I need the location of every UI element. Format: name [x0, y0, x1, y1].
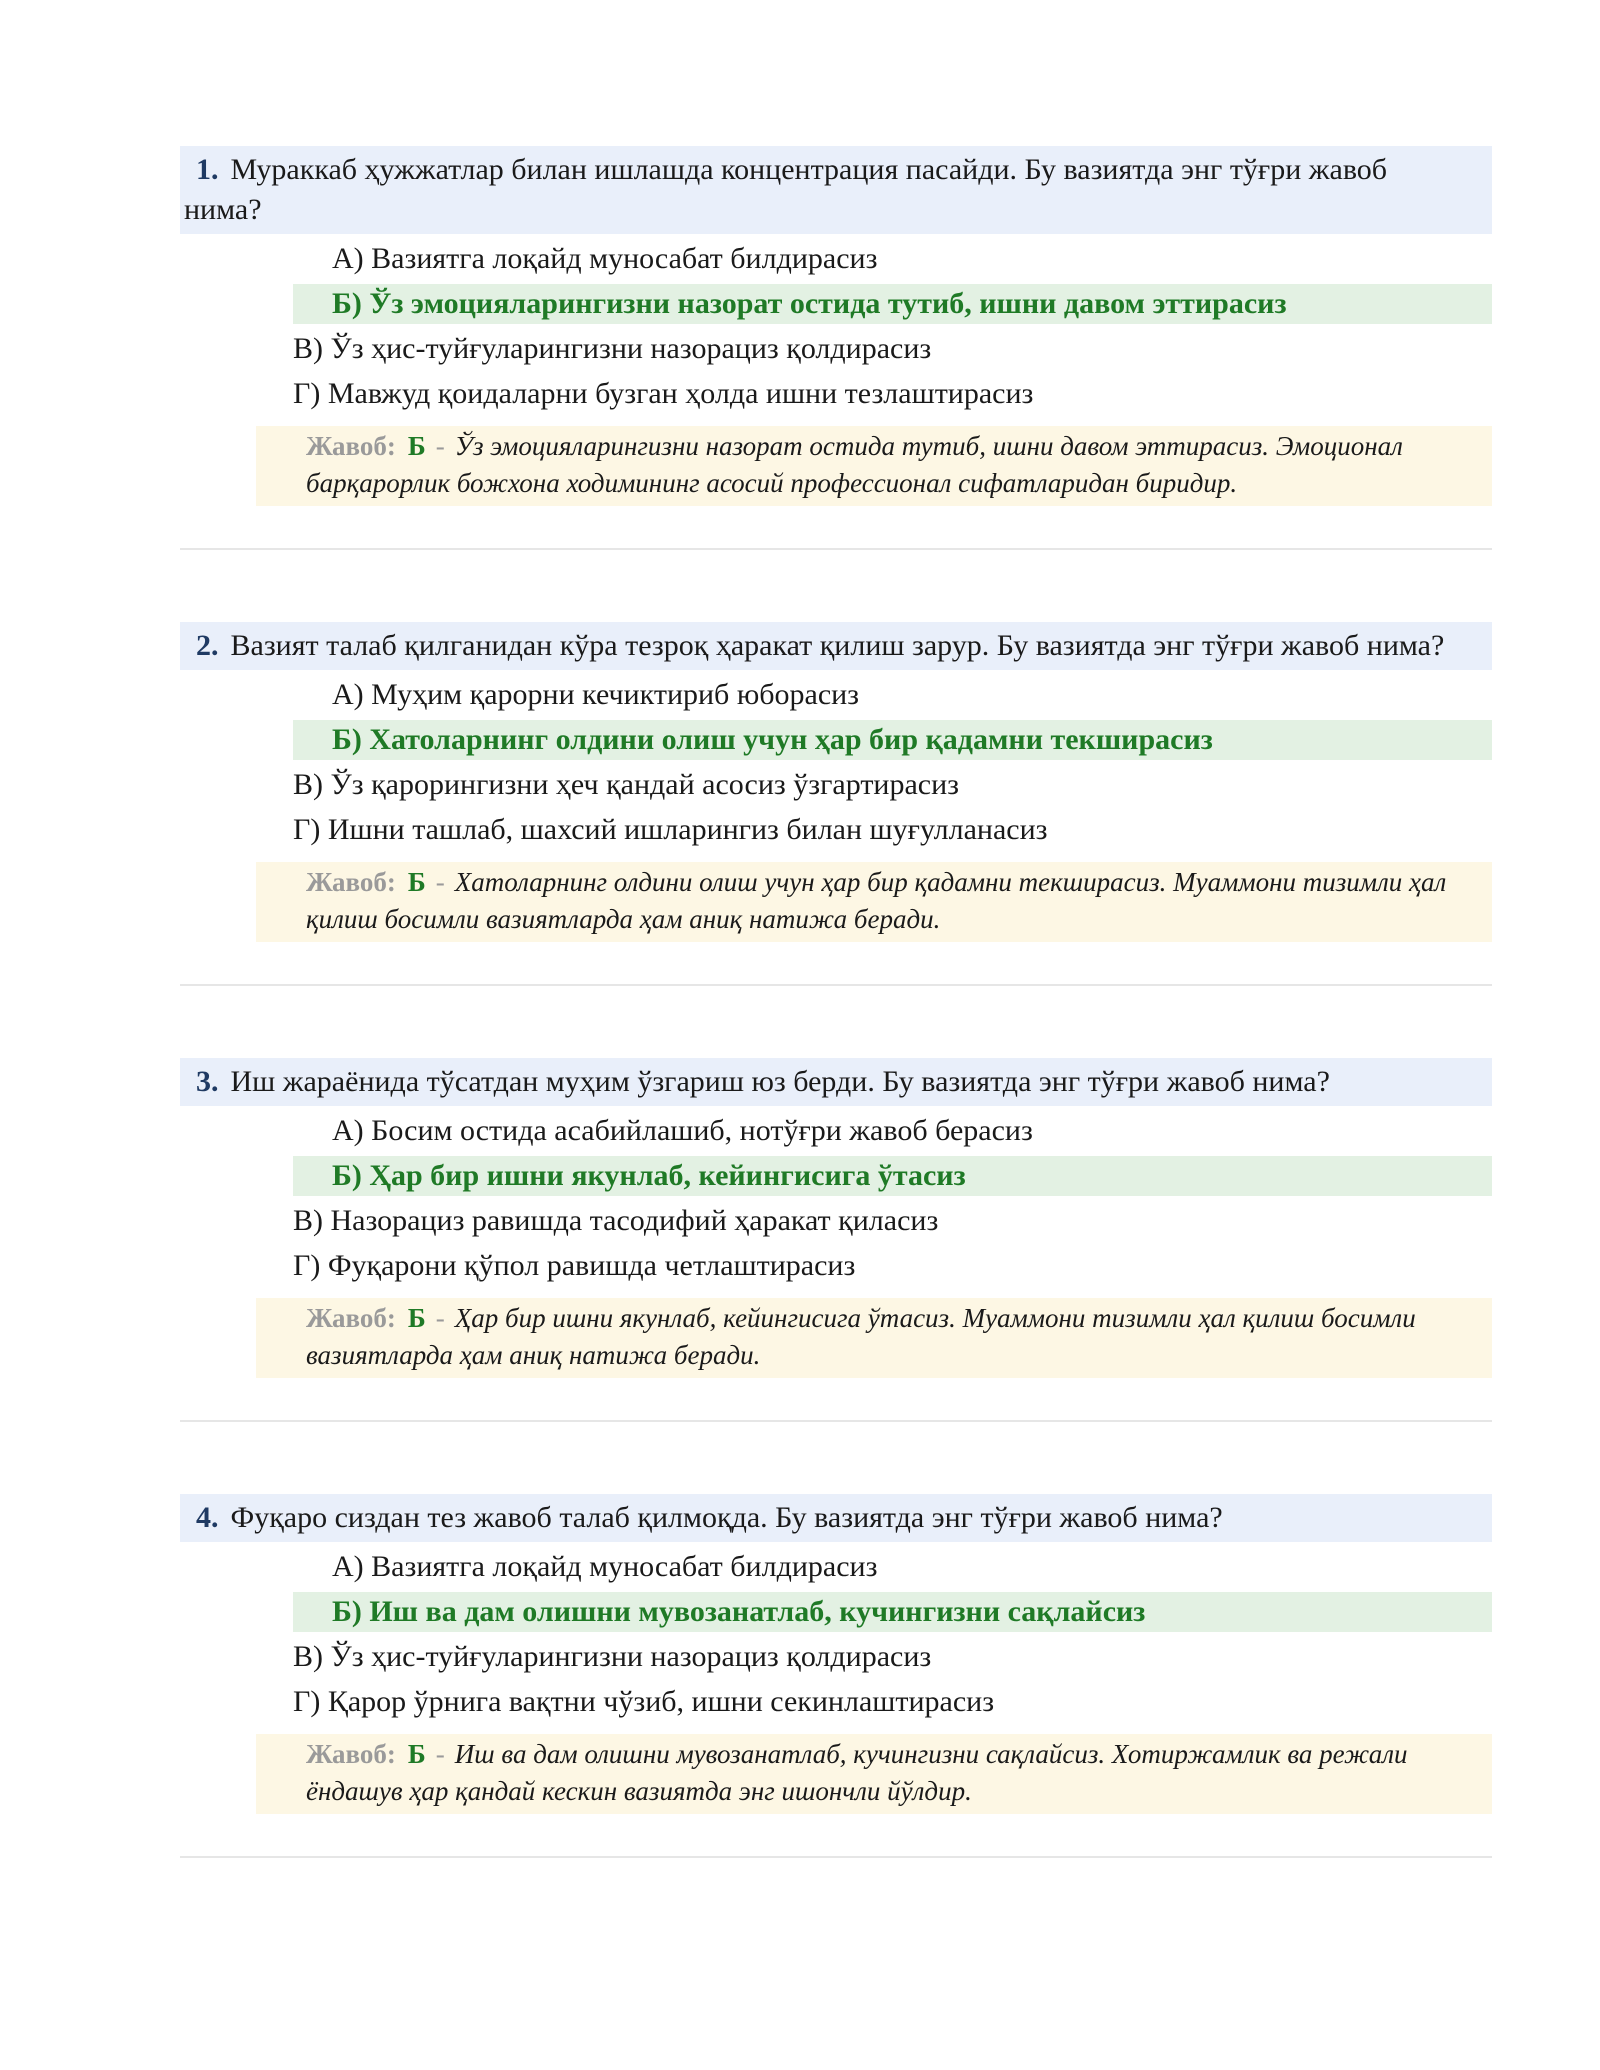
option-g: Г) Қарор ўрнига вақтни чўзиб, ишни секинлаштирасиз: [293, 1685, 995, 1718]
question-text: 3. Иш жараёнида тўсатдан муҳим ўзгариш юз берди. Бу вазиятда энг тўғри жавоб нима?: [180, 1058, 1492, 1106]
option-v: В) Ўз қарорингизни ҳеч қандай асосиз ўзгартирасиз: [293, 768, 960, 801]
answer-label: Жавоб:: [306, 867, 396, 897]
answer-letter: Б: [407, 867, 426, 897]
question-number: 2.: [196, 629, 219, 662]
answer-explanation: Жавоб: Б - Ўз эмоцияларингизни назорат остида тутиб, ишни давом эттирасиз. Эмоционал барқарорлик божхона ходимининг асосий профессионал сифатларидан биридир.: [256, 426, 1492, 506]
option-b-correct: Б) Хатоларнинг олдини олиш учун ҳар бир қадамни текширасиз: [293, 720, 1492, 760]
answer-letter: Б: [407, 1739, 426, 1769]
question-block: [180, 622, 1492, 986]
option-g: Г) Фуқарони қўпол равишда четлаштирасиз: [293, 1249, 856, 1282]
option-b-correct: Б) Иш ва дам олишни мувозанатлаб, кучингизни сақлайсиз: [293, 1592, 1492, 1632]
answer-text: Ўз эмоцияларингизни назорат остида тутиб, ишни давом эттирасиз. Эмоционал барқарорлик божхона ходимининг асосий профессионал сифатларидан биридир.: [306, 431, 1403, 498]
answer-label: Жавоб:: [306, 1303, 396, 1333]
answer-explanation: Жавоб: Б - Ҳар бир ишни якунлаб, кейингисига ўтасиз. Муаммони тизимли ҳал қилиш босимли вазиятларда ҳам аниқ натижа беради.: [256, 1298, 1492, 1378]
option-v: В) Ўз ҳис-туйғуларингизни назорациз қолдирасиз: [293, 1640, 932, 1673]
option-b-correct: Б) Ҳар бир ишни якунлаб, кейингисига ўтасиз: [293, 1156, 1492, 1196]
question-number: 1.: [196, 153, 219, 186]
quiz-page: [180, 146, 1492, 1858]
option-v: В) Ўз ҳис-туйғуларингизни назорациз қолдирасиз: [293, 332, 932, 365]
question-block: [180, 1494, 1492, 1858]
answer-letter: Б: [407, 1303, 426, 1333]
question-block: [180, 146, 1492, 550]
question-number: 4.: [196, 1501, 219, 1534]
option-v: В) Назорациз равишда тасодифий ҳаракат қиласиз: [293, 1204, 939, 1237]
option-g: Г) Мавжуд қоидаларни бузган ҳолда ишни тезлаштирасиз: [293, 377, 1034, 410]
answer-explanation: Жавоб: Б - Хатоларнинг олдини олиш учун ҳар бир қадамни текширасиз. Муаммони тизимли ҳал қилиш босимли вазиятларда ҳам аниқ натижа беради.: [256, 862, 1492, 942]
option-a: А) Вазиятга лоқайд муносабат билдирасиз: [332, 242, 878, 275]
question-block: [180, 1058, 1492, 1422]
divider: [180, 548, 1492, 550]
option-a: А) Босим остида асабийлашиб, нотўғри жавоб берасиз: [332, 1114, 1033, 1147]
answer-label: Жавоб:: [306, 1739, 396, 1769]
divider: [180, 1420, 1492, 1422]
question-text: 4. Фуқаро сиздан тез жавоб талаб қилмоқда. Бу вазиятда энг тўғри жавоб нима?: [180, 1494, 1492, 1542]
answer-text: Иш ва дам олишни мувозанатлаб, кучингизни сақлайсиз. Хотиржамлик ва режали ёндашув ҳар қандай кескин вазиятда энг ишончли йўлдир.: [306, 1739, 1408, 1806]
answer-label: Жавоб:: [306, 431, 396, 461]
divider: [180, 1856, 1492, 1858]
question-text: 1. Мураккаб ҳужжатлар билан ишлашда концентрация пасайди. Бу вазиятда энг тўғри жавоб нима?: [180, 146, 1492, 234]
option-a: А) Вазиятга лоқайд муносабат билдирасиз: [332, 1550, 878, 1583]
answer-explanation: Жавоб: Б - Иш ва дам олишни мувозанатлаб, кучингизни сақлайсиз. Хотиржамлик ва режали ёндашув ҳар қандай кескин вазиятда энг ишончли йўлдир.: [256, 1734, 1492, 1814]
option-a: А) Муҳим қарорни кечиктириб юборасиз: [332, 678, 860, 711]
option-g: Г) Ишни ташлаб, шахсий ишларингиз билан шуғулланасиз: [293, 813, 1048, 846]
divider: [180, 984, 1492, 986]
question-number: 3.: [196, 1065, 219, 1098]
option-b-correct: Б) Ўз эмоцияларингизни назорат остида тутиб, ишни давом эттирасиз: [293, 284, 1492, 324]
answer-text: Хатоларнинг олдини олиш учун ҳар бир қадамни текширасиз. Муаммони тизимли ҳал қилиш босимли вазиятларда ҳам аниқ натижа беради.: [306, 867, 1447, 934]
answer-text: Ҳар бир ишни якунлаб, кейингисига ўтасиз. Муаммони тизимли ҳал қилиш босимли вазиятларда ҳам аниқ натижа беради.: [306, 1303, 1416, 1370]
answer-letter: Б: [407, 431, 426, 461]
question-text: 2. Вазият талаб қилганидан кўра тезроқ ҳаракат қилиш зарур. Бу вазиятда энг тўғри жавоб нима?: [180, 622, 1492, 670]
